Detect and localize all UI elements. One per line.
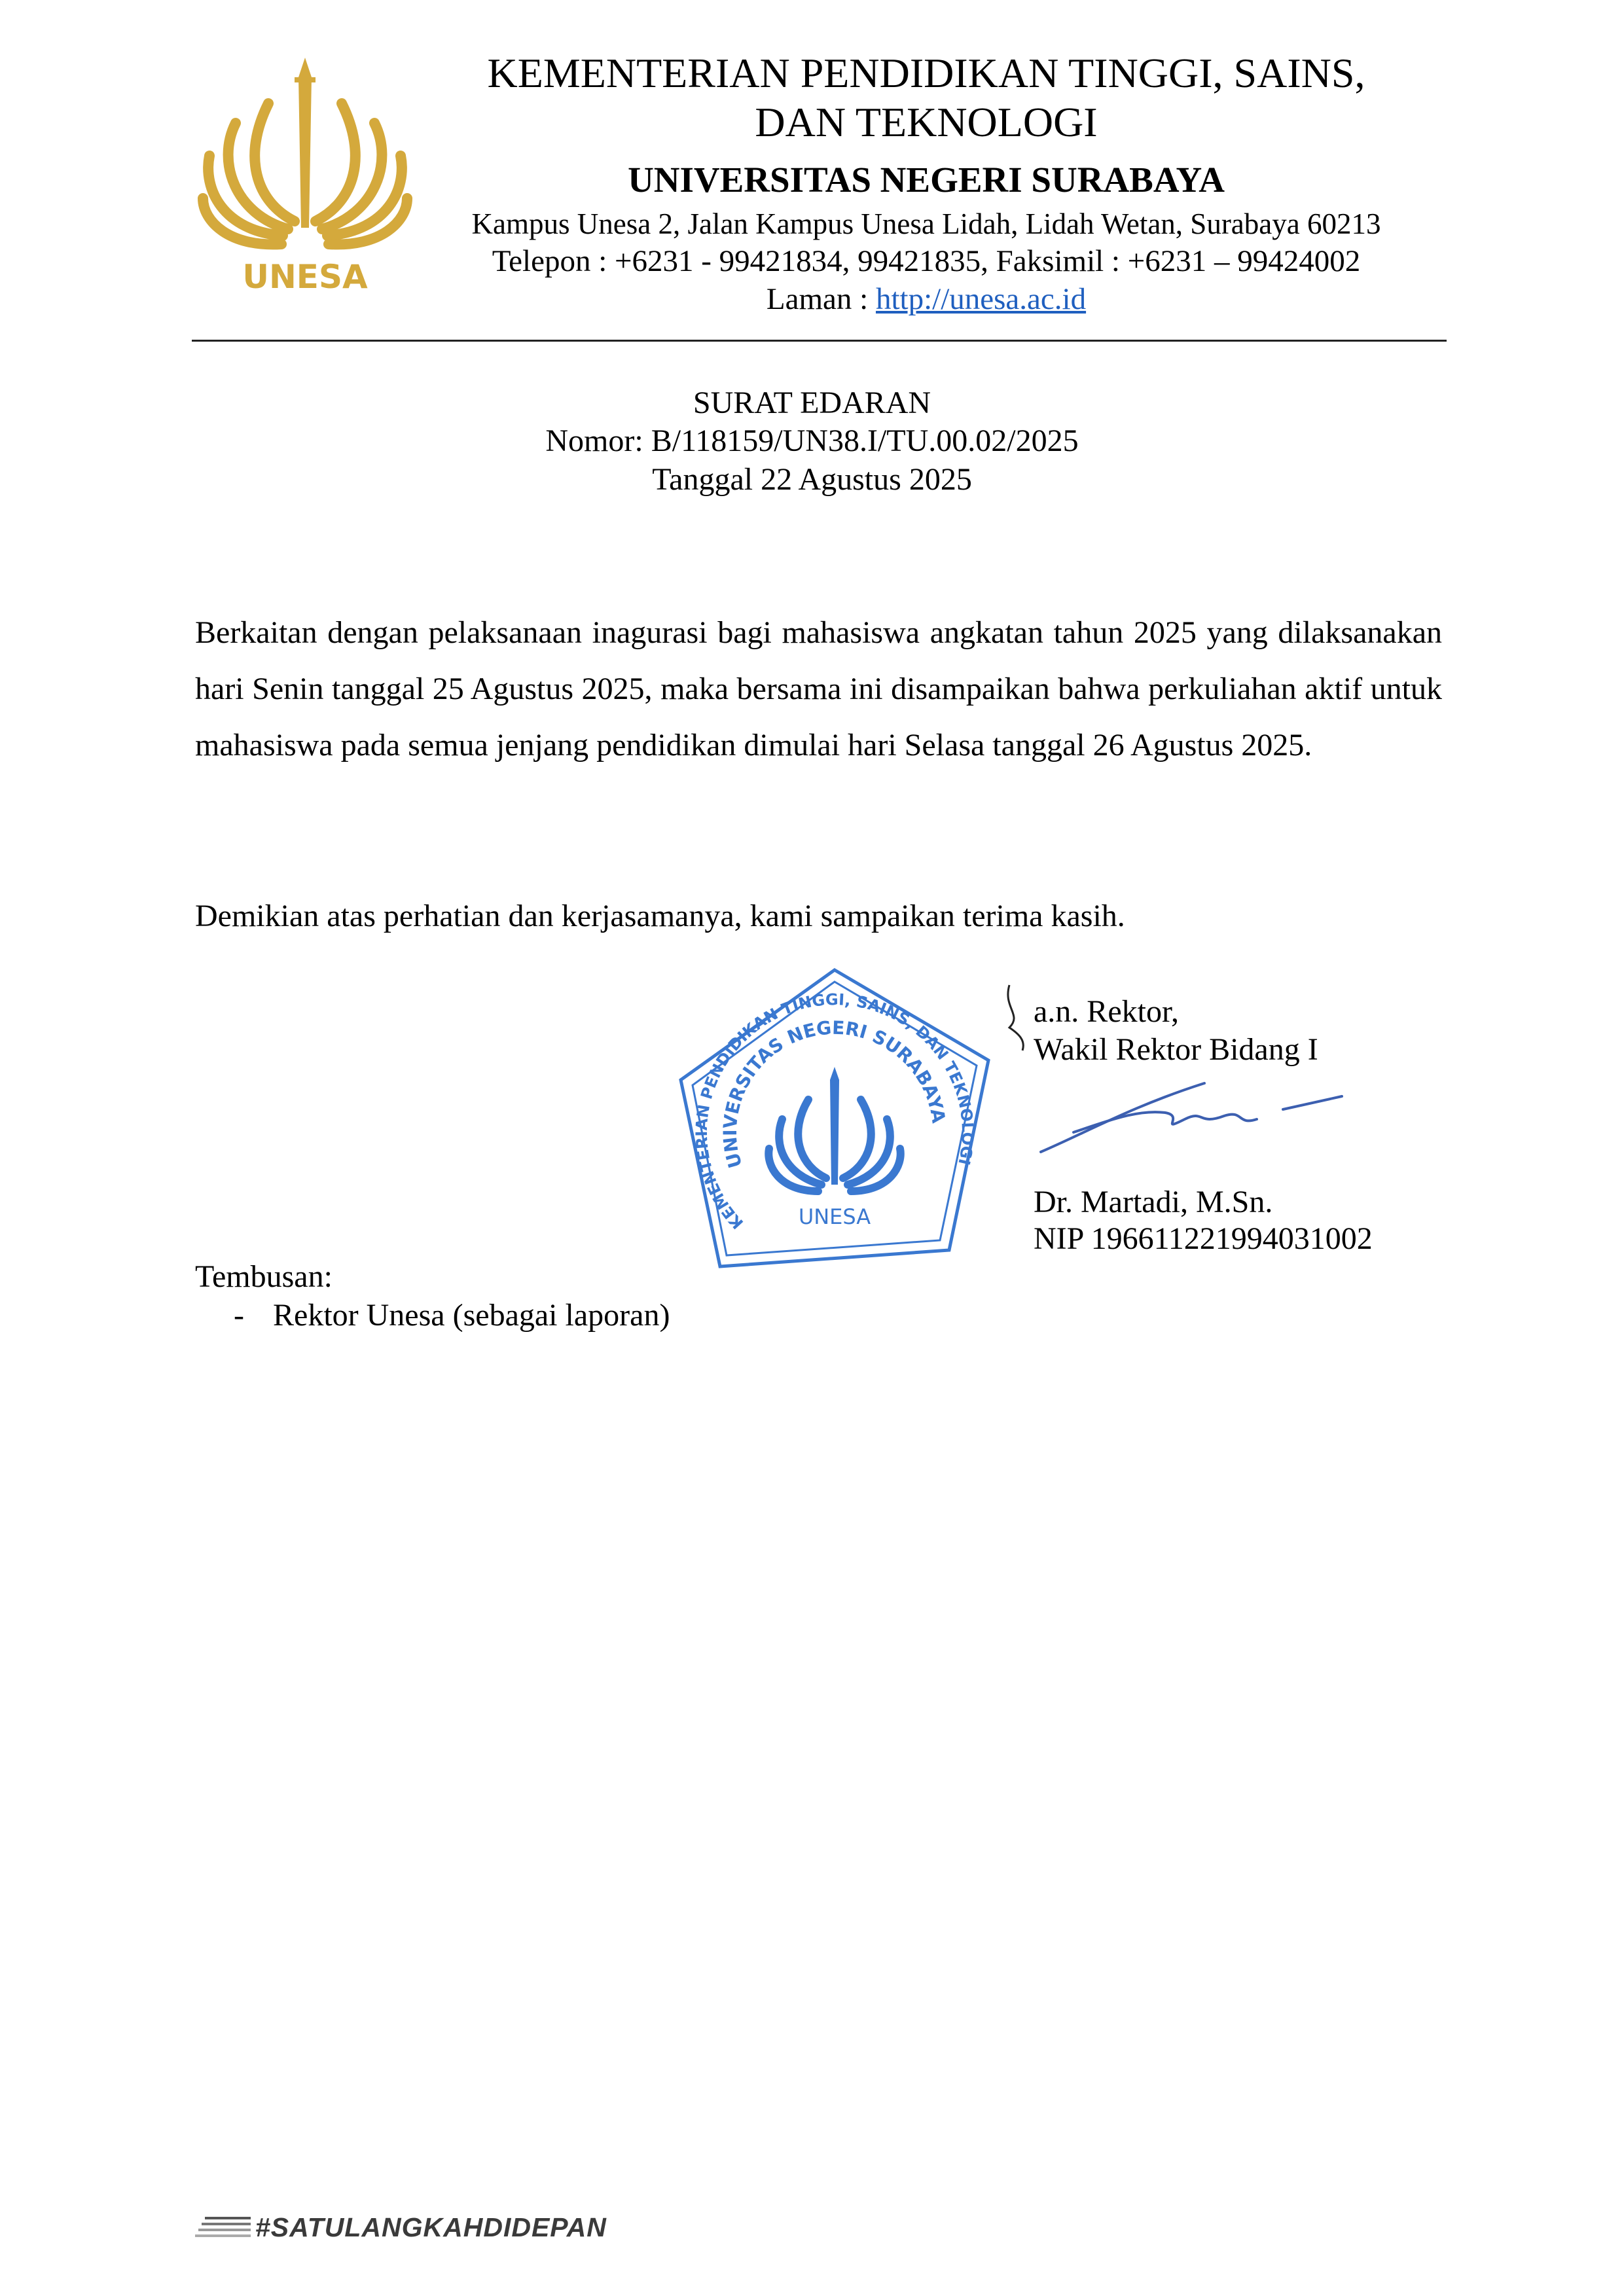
- ministry-line-2: DAN TEKNOLOGI: [755, 99, 1098, 145]
- cc-item: Rektor Unesa (sebagai laporan): [273, 1298, 670, 1333]
- initial-paraf: [1003, 982, 1029, 1054]
- svg-text:UNIVERSITAS NEGERI SURABAYA: UNIVERSITAS NEGERI SURABAYA: [719, 1016, 950, 1171]
- address: Kampus Unesa 2, Jalan Kampus Unesa Lidah, Lidah Wetan, Surabaya 60213: [471, 207, 1381, 240]
- university-name: UNIVERSITAS NEGERI SURABAYA: [628, 160, 1225, 200]
- on-behalf-of: a.n. Rektor,: [1034, 994, 1180, 1029]
- header-divider: [192, 340, 1447, 342]
- svg-text:UNESA: UNESA: [798, 1204, 871, 1229]
- svg-text:KEMENTERIAN PENDIDIKAN TINGGI,: KEMENTERIAN PENDIDIKAN TINGGI, SAINS, DAN TEKNOLOGI: [692, 990, 977, 1232]
- signer-name: Dr. Martadi, M.Sn.: [1034, 1185, 1273, 1219]
- website-link[interactable]: http://unesa.ac.id: [875, 282, 1087, 316]
- unesa-logo: [196, 58, 414, 293]
- signer-position: Wakil Rektor Bidang I: [1034, 1032, 1318, 1067]
- website-line: [458, 284, 1394, 315]
- letter-date: Tanggal 22 Agustus 2025: [652, 462, 972, 497]
- body-paragraph-1: Berkaitan dengan pelaksanaan inagurasi bagi mahasiswa angkatan tahun 2025 yang dilaksanakan hari Senin tanggal 25 Agustus 2025, maka bersama ini disampaikan bahwa perkuliahan aktif untuk mahasiswa pada semua jenjang pendidikan dimulai hari Selasa tanggal 26 Agustus 2025.: [195, 615, 1442, 762]
- cc-bullet: -: [234, 1298, 244, 1333]
- website-label: Laman :: [766, 282, 876, 316]
- signer-nip: NIP 196611221994031002: [1034, 1221, 1373, 1256]
- official-stamp: [674, 962, 995, 1283]
- letter-number: Nomor: B/118159/UN38.I/TU.00.02/2025: [545, 423, 1079, 458]
- speed-lines-icon: [195, 2214, 254, 2240]
- cc-label: Tembusan:: [195, 1259, 333, 1294]
- body-paragraph-2: Demikian atas perhatian dan kerjasamanya, kami sampaikan terima kasih.: [195, 899, 1125, 933]
- handwritten-signature: [1034, 1080, 1348, 1165]
- svg-text:UNESA: UNESA: [242, 258, 368, 293]
- phone-fax: Telepon : +6231 - 99421834, 99421835, Faksimil : +6231 – 99424002: [492, 244, 1361, 278]
- letter-title: SURAT EDARAN: [693, 386, 931, 420]
- ministry-line-1: KEMENTERIAN PENDIDIKAN TINGGI, SAINS,: [487, 50, 1365, 96]
- footer-slogan: [195, 2214, 640, 2243]
- slogan-text: #SATULANGKAHDIDEPAN: [255, 2212, 607, 2242]
